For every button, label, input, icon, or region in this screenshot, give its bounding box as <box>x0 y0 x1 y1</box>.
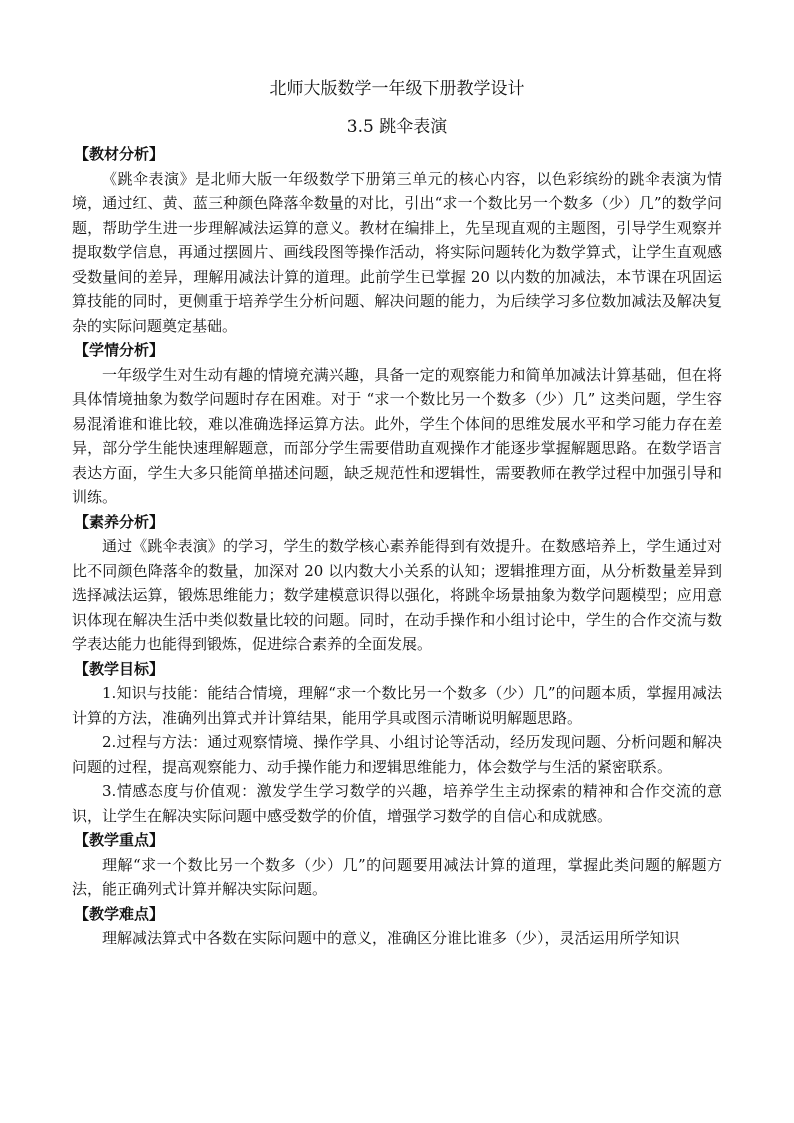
goal-attitudes-values: 3.情感态度与价值观：激发学生学习数学的兴趣，培养学生主动探索的精神和合作交流的意识，让学生在解决实际问题中感受数学的价值，增强学习数学的自信心和成就感。 <box>72 782 722 825</box>
section-heading: 【教学难点】 <box>74 904 165 923</box>
lesson-subtitle: 3.5 跳伞表演 <box>346 117 448 137</box>
section-heading: 【素养分析】 <box>74 512 165 531</box>
goal-knowledge-skills: 1.知识与技能：能结合情境，理解“求一个数比另一个数多（少）几”的问题本质，掌握用减法计算的方法，准确列出算式并计算结果，能用学具或图示清晰说明解题思路。 <box>72 684 722 727</box>
section-textbook-analysis <box>72 142 722 338</box>
paragraph: 理解减法算式中各数在实际问题中的意义，准确区分谁比谁多（少），灵活运用所学知识 <box>102 929 680 947</box>
section-literacy-analysis <box>72 510 722 657</box>
section-teaching-goals <box>72 657 722 829</box>
paragraph: 理解“求一个数比另一个数多（少）几”的问题要用减法计算的道理，掌握此类问题的解题方法，能正确列式计算并解决实际问题。 <box>72 855 722 898</box>
paragraph: 一年级学生对生动有趣的情境充满兴趣，具备一定的观察能力和简单加减法计算基础，但在将具体情境抽象为数学问题时存在困难。对于 “求一个数比另一个数多（少）几” 这类问题，学生容易混淆谁和谁比较，难以准确选择运算方法。此外，学生个体间的思维发展水平和学习能力存在差异，部分学生能快速理解题意，而部分学生需要借助直观操作才能逐步掌握解题思路。在数学语言表达方面，学生大多只能简单描述问题，缺乏规范性和逻辑性，需要教师在教学过程中加强引导和训练。 <box>72 365 722 506</box>
document-title: 北师大版数学一年级下册教学设计 <box>269 79 525 99</box>
paragraph: 通过《跳伞表演》的学习，学生的数学核心素养能得到有效提升。在数感培养上，学生通过对比不同颜色降落伞的数量，加深对 20 以内数大小关系的认知；逻辑推理方面，从分析数量差异到选择减法运算，锻炼思维能力；数学建模意识得以强化，将跳伞场景抽象为数学问题模型；应用意识体现在解决生活中类似数量比较的问题。同时，在动手操作和小组讨论中，学生的合作交流与数学表达能力也能得到锻炼，促进综合素养的全面发展。 <box>72 537 722 653</box>
document-page <box>72 76 722 951</box>
goal-process-methods: 2.过程与方法：通过观察情境、操作学具、小组讨论等活动，经历发现问题、分析问题和解决问题的过程，提高观察能力、动手操作能力和逻辑思维能力，体会数学与生活的紧密联系。 <box>72 733 722 776</box>
section-difficult-points <box>72 902 722 951</box>
section-heading: 【教材分析】 <box>74 145 165 163</box>
section-heading: 【学情分析】 <box>74 341 165 359</box>
section-heading: 【教学重点】 <box>74 831 165 849</box>
section-student-analysis <box>72 338 722 510</box>
section-heading: 【教学目标】 <box>74 659 165 678</box>
section-key-points <box>72 828 722 902</box>
paragraph: 《跳伞表演》是北师大版一年级数学下册第三单元的核心内容，以色彩缤纷的跳伞表演为情境，通过红、黄、蓝三种颜色降落伞数量的对比，引出“求一个数比另一个数多（少）几”的数学问题，帮助学生进一步理解减法运算的意义。教材在编排上，先呈现直观的主题图，引导学生观察并提取数学信息，再通过摆圆片、画线段图等操作活动，将实际问题转化为数学算式，让学生直观感受数量间的差异，理解用减法计算的道理。此前学生已掌握 20 以内数的加减法，本节课在巩固运算技能的同时，更侧重于培养学生分析问题、解决问题的能力，为后续学习多位数加减法及解决复杂的实际问题奠定基础。 <box>72 169 722 335</box>
